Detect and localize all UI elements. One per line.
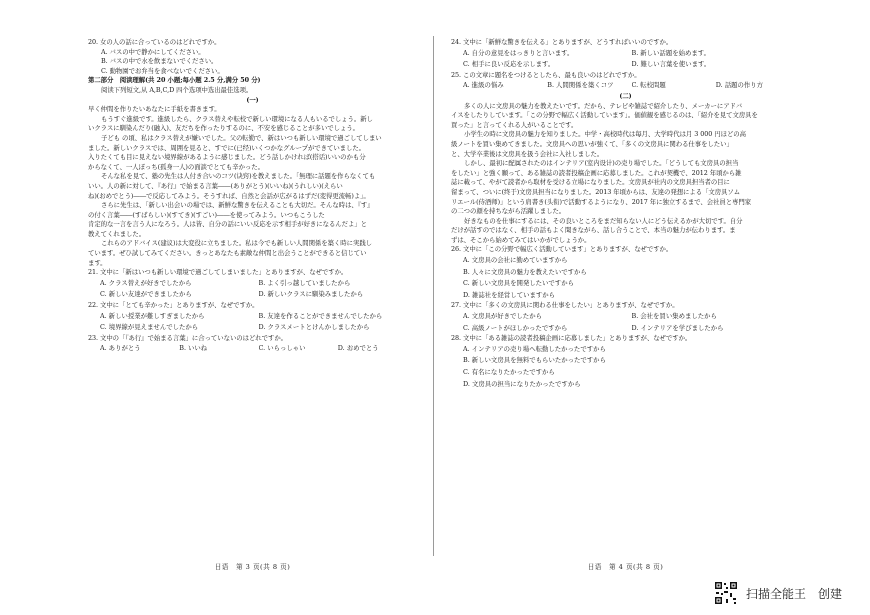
watermark-text: 扫描全能王 创建 (745, 586, 842, 601)
option-c: C. いらっしゃい (258, 344, 306, 353)
option-b: B. 新しい文房具を無料でもらいたかったですから (463, 356, 606, 365)
question-stem: 23. 文中の「『あ行』で始まる言葉」に合っていないのはどれですか。 (88, 333, 288, 342)
question-stem: 26. 文中に「この分野で幅広く活動しています」とありますが、なぜですか。 (451, 245, 673, 254)
text-line: 留まって、ついに(终于)文房具担当になりました。2013 年頃からは、友達の発想による「文房具ソム (451, 187, 741, 196)
text-line: いい。人の新に対して、『あ行』で始まる言葉――(ありがとう)(いいね)(うれしい)(えらい (88, 181, 343, 190)
question-22 (88, 301, 417, 334)
text-line: 早く仲間を作りたいあなたに手紙を書きます。 (88, 105, 221, 114)
option-b: B. いいね (179, 344, 208, 353)
option-c: C. 新しい友達ができましたから (100, 290, 192, 299)
option-a: A. 文房具が好きでしたから (463, 312, 542, 321)
text-line: ています。ぜひ試してみてください。きっとあなたも素敵な仲間と出会うことができると信じてい (88, 249, 367, 258)
option-a: A. 進級の悩み (463, 81, 504, 90)
option-c: C. 新しい文房具を開発したいですから (463, 279, 574, 288)
option-d: D. クラスメートとけんかしましたから (258, 323, 370, 332)
option-b: B. 新しい話題を始めます。 (631, 48, 711, 57)
option-a: A. 新しい授業が難しすぎましたから (100, 311, 205, 320)
option-b: B. よく引っ越していましたから (258, 278, 351, 287)
text-line: C. 動物園でお弁当を食べないでください。 (101, 66, 224, 75)
option-c: C. 相手に良い反応を示します。 (463, 60, 555, 69)
text-line: イスをしたりしています。「この分野で幅広く活動しています」。価値観を感じるのは、「紹介を見て文房具を (451, 111, 758, 120)
text-line: ます。 (88, 258, 107, 267)
text-line: リエール(侍酒师)」という肩書き(头衔)で活動するようになり、2017 年に独立するまで、会社員と専門家 (451, 197, 752, 206)
text-line: いクラスに馴染んだり(融入)、友だちを作ったりするのに、不安を感じることが多いでしょう。 (88, 124, 359, 133)
option-a: A. クラス替えが好きでしたから (100, 278, 192, 287)
option-b: B. 会社を買い集めましたから (631, 312, 717, 321)
page-divider (433, 36, 434, 556)
option-a: A. インテリアの売り場へ転勤したかったですから (463, 344, 606, 353)
text-line: の付く言葉――(すばらしい)(すてき)(すごい)――を使ってみよう。いつもこうした (88, 210, 325, 219)
right-page (435, 0, 870, 615)
option-c: C. 境界線が見えませんでしたから (100, 323, 199, 332)
option-d: D. インテリアを学びましたから (631, 323, 724, 332)
text-line: 買った」と言ってくれる人がいることです。 (451, 120, 578, 129)
question-26 (451, 245, 800, 301)
text-line: 20. 女の人の話に合っているのはどれですか。 (88, 38, 221, 46)
option-c: C. 高級ノートがほしかったですから (463, 323, 568, 332)
scanner-watermark (714, 581, 842, 605)
question-stem: 27. 文中に「多くの文房具に関わる仕事をしたい」とありますが、なぜですか。 (451, 301, 679, 310)
right-passage (451, 102, 800, 246)
text-line: B. バスの中で水を飲まないでください。 (101, 57, 218, 66)
text-line: しかし、最初に配属されたのはインテリア(室内设计)の売り場でした。「どうしても文房具の担当 (464, 159, 739, 168)
option-a: A. 自分の意見をはっきりと言います。 (463, 48, 574, 57)
option-d: D. 文房具の担当になりたかったですから (463, 379, 581, 388)
text-line: 子ども の頃、私はクラス替えが嫌いでした。父の転勤で、新はいつも新しい環境で過ごしてしまい (101, 133, 382, 142)
text-line: (一) (246, 95, 259, 104)
text-line: そんな私を見て、塾の先生は人付き合いのコツ(诀窍)を教えました。「無理に話題を作らなくても (101, 172, 376, 181)
text-line: 好きなものを仕事にするには、その良いところをまだ知らない人にどう伝えるかが大切です。自分 (464, 216, 743, 225)
text-line: 教えてくれました。 (88, 229, 146, 238)
option-b: B. 人間関係を築くコツ (547, 81, 614, 90)
question-stem: 22. 文中に「とても辛かった」とありますが、なぜですか。 (88, 301, 259, 310)
text-line: 阅读下列短文,从 A,B,C,D 四个选项中选出最佳选项。 (101, 85, 253, 94)
option-d: D. 難しい言葉を使います。 (631, 60, 711, 69)
option-a: A. ありがとう (100, 344, 141, 353)
text-line: 級ノートを買い集めてきました。文房具への思いが強くて、「多くの文房具に関わる仕事をしたい」 (451, 139, 733, 148)
text-line: と、大学卒業後は文房具を扱う会社に入社しました。 (451, 149, 604, 158)
question-28 (451, 334, 800, 390)
question-stem: 24. 文中に「新鮮な驚きを伝える」とありますが、どうすればいいのですか。 (451, 38, 673, 46)
text-line: ました。新しいクラスでは、周囲を見ると、すでに(已经)いくつかなグループができていました。 (88, 143, 366, 152)
question-24 (451, 38, 800, 71)
section-heading: (二) (619, 91, 632, 100)
text-line: 肯定的な一言を言う人になろう。人は皆、自分の話にいい反応を示す相手が好きになるんだよ」と (88, 220, 367, 229)
text-line: 小学生の時に文房具の魅力を知りました。中学・高校時代は毎月、大学時代は月 3 000 円ほどの高 (464, 130, 746, 139)
option-d: D. 話題の作り方 (715, 81, 764, 90)
question-21 (88, 268, 417, 301)
text-line: だけが話すのではなく、相手の話もよく聞きながら、話し合うことで、本当の魅力が伝わります。ま (451, 226, 736, 235)
option-b: B. 人々に文房具の魅力を教えたいですから (463, 267, 587, 276)
option-d: D. 雑誌社を経営していますから (463, 290, 556, 299)
option-a: A. 文房具の会社に勤めていますから (463, 256, 568, 265)
text-line: からなくて、一人ぼっち(孤身一人)の面談でとても辛かった。 (88, 162, 264, 171)
page-footer: 日语 第 4 页(共 8 页) (587, 563, 664, 571)
option-d: D. おめでとう (337, 344, 379, 353)
text-line: の二つの顔を持ちながら活躍しました。 (451, 207, 566, 216)
question-stem: 28. 文中に「ある雑誌の読者投稿企画に応募しました」とありますが、なぜですか。 (451, 334, 692, 343)
option-c: C. 有名になりたかったですから (463, 368, 555, 376)
text-line: さらに先生は、「新しい出会いの場では、新鮮な驚きを伝えることも大切だ。そんな時は、『す』 (101, 201, 374, 210)
text-line: これらのアドバイス(建议)は大変役に立ちました。私は今でも新しい人間関係を築く時に実践し (101, 239, 372, 248)
left-passage (88, 38, 417, 268)
text-line: をしたい」と強く願って、ある雑誌の読者投稿企画に応募しました。これが契機で、2012 年頃から雑 (451, 168, 742, 177)
text-line: ずは、そこから始めてみてはいかがでしょうか。 (451, 235, 591, 244)
text-line: A. バスの中で静かにしてください。 (101, 47, 205, 56)
question-25 (451, 71, 800, 92)
question-27 (451, 301, 800, 334)
question-stem: 25. この文章に題名をつけるとしたら、最も良いのはどれですか。 (451, 70, 641, 79)
option-b: B. 友達を作ることができませんでしたから (258, 311, 383, 320)
page-footer: 日语 第 3 页(共 8 页) (214, 563, 291, 571)
text-line: ね)(おめでとう)――で反応してみよう。そうすれば、自然と会話が広がるはずだ(変得更流畅)よ」。 (88, 191, 370, 200)
text-line: 誌に載って、やがて読者から取材を受ける立場になりました。文房具が社内の文房具担当者の目に (451, 178, 730, 187)
option-d: D. 新しいクラスに馴染みましたから (258, 290, 364, 299)
text-line: 第二部分 阅读理解(共 20 小题;每小题 2.5 分,满分 50 分) (88, 76, 261, 85)
question-stem: 21. 文中に「新はいつも新しい環境で過ごしてしまいました」とありますが、なぜですか。 (88, 268, 348, 277)
option-c: C. 転校問題 (631, 81, 666, 90)
qr-code-icon (714, 581, 738, 605)
question-23 (88, 334, 417, 355)
text-line: 入りたくても目に見えない境界線があるように感じました。どう話しかければ(搭话)いいのかも分 (88, 153, 366, 162)
text-line: 多くの人に文房具の魅力を教えたいです。だから、テレビや雑誌で紹介したり、メーカーにアドバ (464, 101, 743, 110)
text-line: もうすぐ進級です。進級したら、クラス替えや転校で新しい環境になる人もいるでしょう。新し (101, 114, 373, 123)
